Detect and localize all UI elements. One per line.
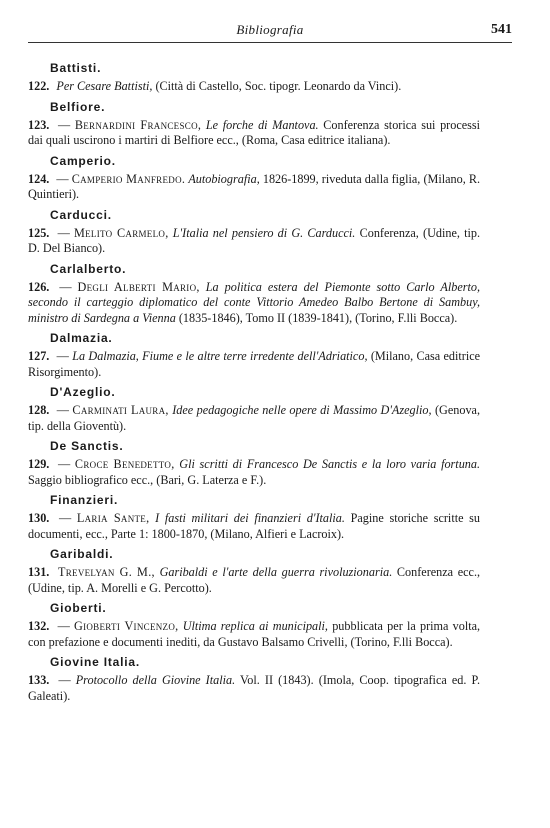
bibliography-entry	[28, 457, 480, 488]
entry-dash: —	[59, 511, 72, 525]
entry-number: 130.	[28, 511, 50, 525]
entry-dash: —	[58, 457, 71, 471]
page-number: 541	[491, 22, 512, 37]
entry-number: 126.	[28, 279, 50, 294]
entry-dash: —	[57, 117, 71, 132]
section-heading: Belfiore.	[50, 99, 106, 114]
entry-dash: —	[56, 171, 69, 186]
entry-title: I fasti militari dei finanzieri d'Italia.	[155, 511, 345, 525]
entry-number: 125.	[28, 225, 50, 240]
entry-dash: —	[57, 619, 70, 633]
entry-title: La Dalmazia, Fiume e le altre terre irredente dell'Adriatico,	[72, 349, 368, 363]
bibliography-entry	[28, 673, 480, 704]
bibliography-entry	[28, 403, 480, 434]
entry-author: Carminati Laura,	[72, 403, 169, 417]
entry-number: 127.	[28, 349, 50, 363]
bibliography-entry	[28, 349, 480, 380]
entry-dash: —	[56, 349, 69, 363]
entry-number: 129.	[28, 457, 50, 471]
bibliography-entry	[28, 619, 480, 650]
entry-number: 131.	[28, 565, 50, 579]
entry-title: L'Italia nel pensiero di G. Carducci.	[172, 225, 356, 240]
section-heading: Garibaldi.	[50, 547, 114, 561]
entry-details: (Città di Castello, Soc. tipogr. Leonardo da Vinci).	[155, 79, 402, 93]
entry-dash: —	[59, 279, 72, 294]
entry-dash: —	[57, 225, 70, 240]
entry-details: Conferenza ecc., (Udine, tip. A. Morelli e G. Percotto).	[28, 565, 481, 595]
page-header	[28, 22, 512, 42]
section-heading: De Sanctis.	[50, 439, 124, 453]
entry-author: Croce Benedetto,	[74, 457, 175, 471]
entry-number: 133.	[28, 673, 50, 687]
section-heading: Finanzieri.	[50, 493, 119, 507]
entry-dash: —	[56, 403, 69, 417]
bibliography-entry	[28, 511, 480, 542]
bibliography-list	[28, 60, 480, 708]
entry-number: 122.	[28, 79, 50, 93]
section-heading: Gioberti.	[50, 601, 107, 615]
entry-title: Idee pedagogiche nelle opere di Massimo D'Azeglio,	[172, 403, 432, 417]
section-heading: Dalmazia.	[50, 331, 113, 345]
entry-title: Autobiografia,	[188, 171, 260, 186]
entry-number: 132.	[28, 619, 50, 633]
entry-details: (Genova, tip. della Gioventù).	[28, 403, 480, 433]
bibliography-entry	[28, 280, 480, 327]
entry-details: Pagine storiche scritte su documenti, ecc., Parte 1: 1800-1870, (Milano, Alfieri e Lacroix).	[28, 511, 481, 541]
entry-details: (Milano, Casa editrice Risorgimento).	[28, 349, 481, 379]
entry-title: La politica estera del Piemonte sotto Carlo Alberto, secondo il carteggio diplomatico del conte Vittorio Amedeo Balbo Bertone di Sambuy, ministro di Sardegna a Vienna	[28, 279, 481, 325]
bibliography-entry	[28, 79, 480, 95]
bibliography-entry	[28, 226, 480, 257]
entry-title: Le forche di Mantova.	[205, 117, 319, 132]
entry-title: Garibaldi e l'arte della guerra rivoluzionaria.	[159, 565, 393, 579]
entry-title: Ultima replica ai municipali,	[182, 619, 328, 633]
section-heading: Giovine Italia.	[50, 655, 141, 669]
entry-details: 1826-1899, riveduta dalla figlia, (Milano, R. Quintieri).	[28, 171, 481, 201]
entry-title: Protocollo della Giovine Italia.	[75, 673, 236, 687]
entry-number: 123.	[28, 117, 50, 132]
bibliography-entry	[28, 118, 480, 149]
entry-details: Vol. II (1843). (Imola, Coop. tipografica ed. P. Galeati).	[28, 673, 480, 703]
entry-author: Gioberti Vincenzo,	[73, 619, 179, 633]
running-title: Bibliografia	[236, 22, 304, 37]
entry-details: Saggio bibliografico ecc., (Bari, G. Laterza e F.).	[28, 472, 267, 487]
section-heading: D'Azeglio.	[50, 385, 116, 399]
entry-title: Per Cesare Battisti,	[56, 79, 153, 93]
entry-dash: —	[58, 673, 71, 687]
section-heading: Carducci.	[50, 207, 112, 222]
entry-details: Conferenza, (Udine, tip. D. Del Bianco).	[28, 225, 481, 255]
entry-number: 128.	[28, 403, 50, 417]
entry-author: Degli Alberti Mario,	[77, 279, 200, 294]
bibliography-entry	[28, 565, 480, 596]
entry-number: 124.	[28, 171, 50, 186]
entry-details: pubblicata per la prima volta, con prefazione e documenti inediti, da Gustavo Balsamo Crivelli, (Torino, F.lli Bocca).	[28, 619, 481, 649]
entry-author: Camperio Manfredo.	[71, 171, 186, 186]
entry-author: Melito Carmelo,	[73, 225, 169, 240]
bibliography-entry	[28, 172, 480, 203]
entry-author: Bernardini Francesco,	[74, 117, 202, 132]
entry-details: (1835-1846), Tomo II (1839-1841), (Torino, F.lli Bocca).	[178, 310, 458, 325]
section-heading: Battisti.	[50, 61, 102, 75]
entry-title: Gli scritti di Francesco De Sanctis e la loro varia fortuna.	[179, 457, 481, 471]
header-rule	[28, 42, 512, 43]
section-heading: Carlalberto.	[50, 261, 127, 276]
entry-author: Laria Sante,	[76, 511, 150, 525]
section-heading: Camperio.	[50, 153, 116, 168]
entry-details: Conferenza storica sui processi dai quali uscirono i martiri di Belfiore ecc., (Roma, Casa editrice italiana).	[28, 117, 481, 147]
entry-author: Trevelyan G. M.,	[57, 565, 155, 579]
